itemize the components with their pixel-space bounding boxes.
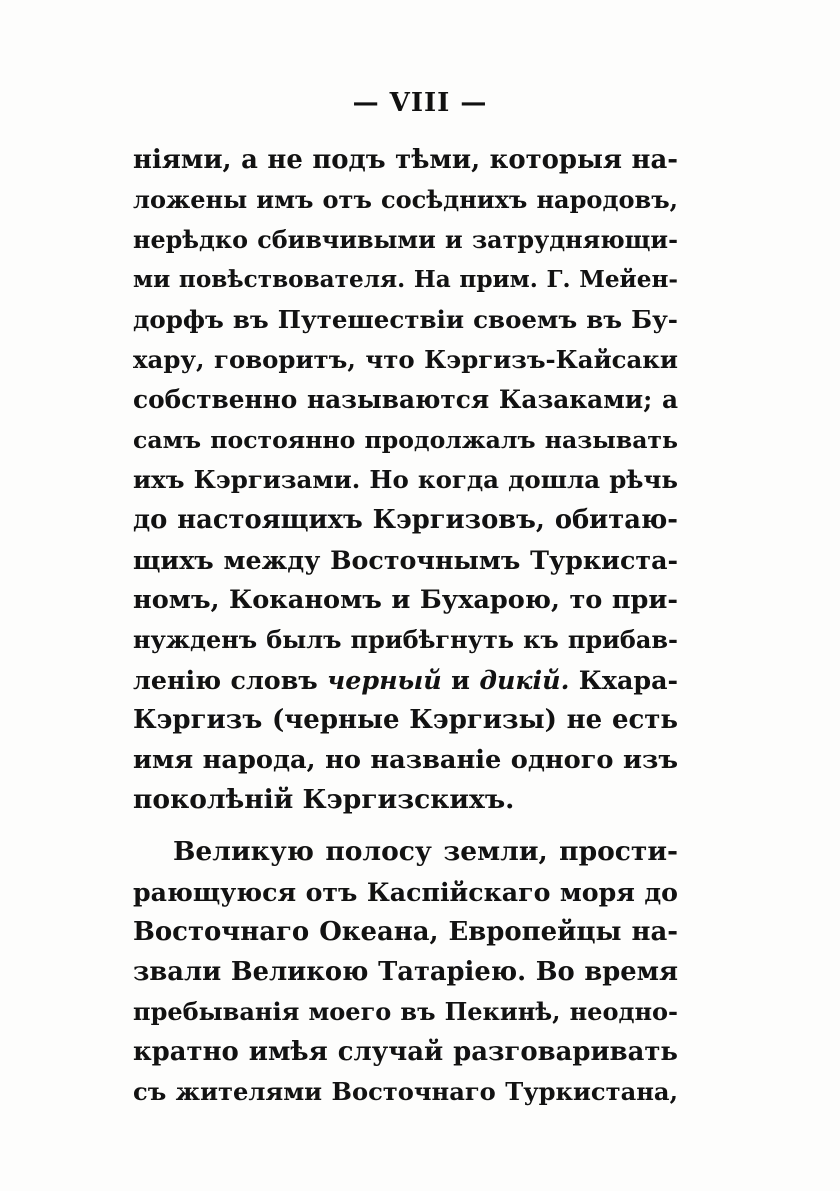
text-body xyxy=(133,140,678,1112)
text-line: ложены имъ отъ сосѣднихъ народовъ, xyxy=(133,185,678,214)
text-line: дорфъ въ Путешествіи своемъ въ Бу- xyxy=(133,305,678,334)
text-line: самъ постоянно продолжалъ называть xyxy=(133,426,678,454)
paragraph-gap xyxy=(133,820,678,832)
text-line: звали Великою Татаріею. Во время xyxy=(133,957,678,987)
page-number: — VIII — xyxy=(352,88,488,118)
text-segment: ленію словъ xyxy=(133,665,328,695)
text-line: пребыванія моего въ Пекинѣ, неодно- xyxy=(133,997,678,1026)
text-line: съ жителями Восточнаго Туркистана, xyxy=(133,1077,678,1106)
text-line-with-italics xyxy=(133,660,678,700)
text-line: Кэргизъ (черные Кэргизы) не есть xyxy=(133,705,678,735)
text-segment: и xyxy=(441,665,480,695)
text-line: нерѣдко сбивчивыми и затрудняющи- xyxy=(133,226,678,254)
italic-word: дикій. xyxy=(479,665,570,695)
paragraph-first-line: Великую полосу земли, прости- xyxy=(173,836,678,867)
paragraph-last-line: поколѣній Кэргизскихъ. xyxy=(133,784,515,815)
text-line: кратно имѣя случай разговаривать xyxy=(133,1037,678,1067)
text-line: хару, говоритъ, что Кэргизъ-Кайсаки xyxy=(133,345,678,374)
text-line: Восточнаго Океана, Европейцы на- xyxy=(133,917,678,947)
text-line: щихъ между Восточнымъ Туркиста- xyxy=(133,545,678,575)
text-line: нужденъ былъ прибѣгнуть къ прибав- xyxy=(133,626,678,654)
italic-word: черный xyxy=(327,665,442,695)
text-line: номъ, Коканомъ и Бухарою, то при- xyxy=(133,585,678,615)
text-line: имя народа, но названіе одного изъ xyxy=(133,745,678,775)
text-segment: Кхара- xyxy=(569,665,678,695)
text-line: ніями, а не подъ тѣми, которыя на- xyxy=(133,145,678,175)
text-line: до настоящихъ Кэргизовъ, обитаю- xyxy=(133,505,678,535)
text-line: ми повѣствователя. На прим. Г. Мейен- xyxy=(133,266,678,293)
text-line: ихъ Кэргизами. Но когда дошла рѣчь xyxy=(133,465,678,494)
text-line: рающуюся отъ Каспійскаго моря до xyxy=(133,877,678,907)
text-line: собственно называются Казаками; а xyxy=(133,385,678,414)
